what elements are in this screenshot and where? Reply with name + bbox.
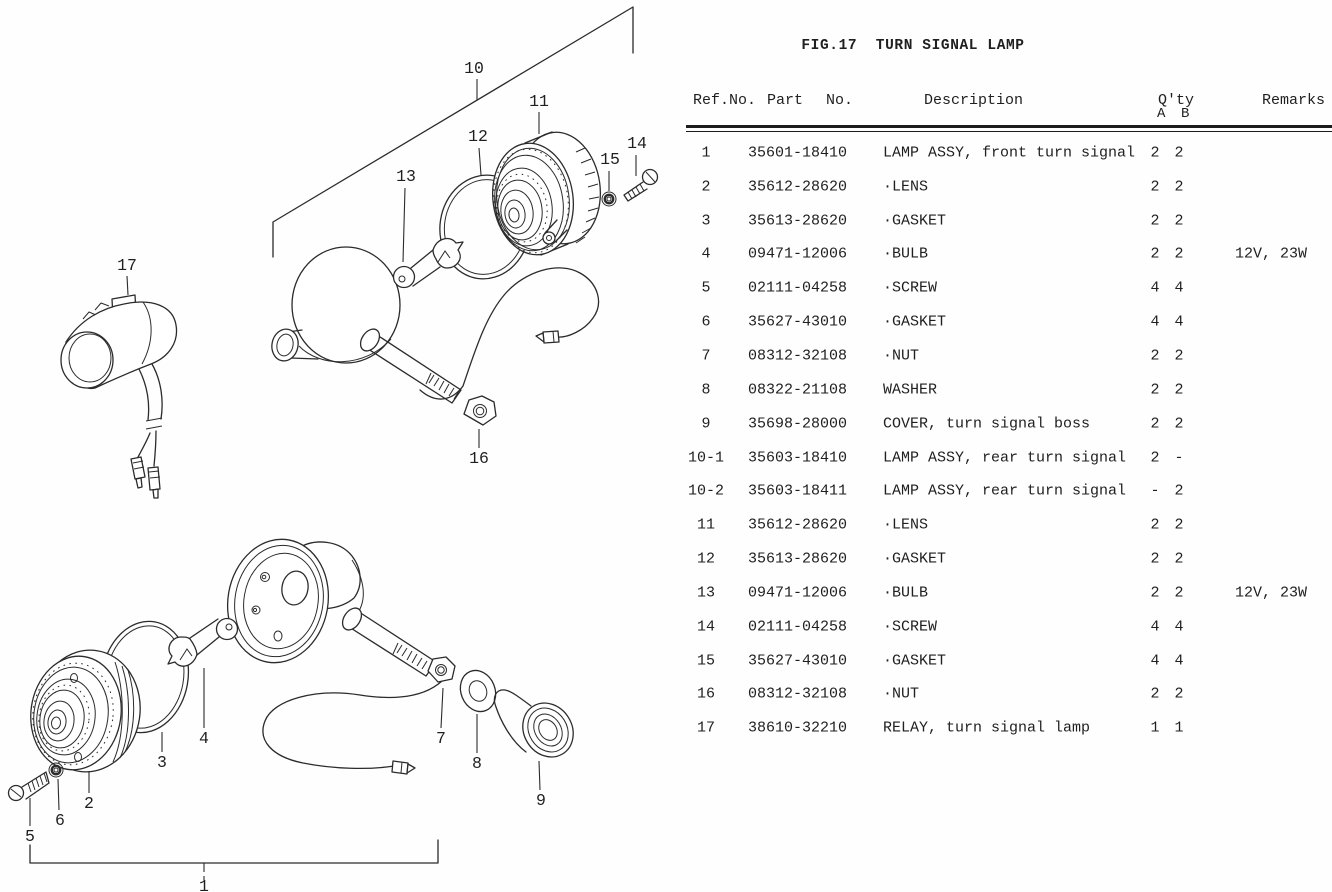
cell-part-no: 35613-28620 — [748, 550, 848, 568]
front-lens — [486, 127, 608, 260]
callout-17: 17 — [117, 256, 137, 275]
callout-9: 9 — [536, 791, 546, 810]
cell-qty-a: 2 — [1150, 381, 1160, 399]
cell-qty-b: 2 — [1174, 178, 1184, 196]
cell-ref: 8 — [701, 381, 711, 399]
cell-qty-a: 2 — [1150, 449, 1160, 467]
cell-ref: 17 — [696, 719, 715, 737]
callout-16: 16 — [469, 449, 489, 468]
header-part: Part — [767, 92, 804, 109]
cell-qty-b: 4 — [1174, 279, 1184, 297]
cell-description: WASHER — [883, 381, 938, 399]
header-ref-no: Ref.No. — [693, 92, 757, 109]
rear-mounting-stem — [339, 605, 436, 676]
boss-cover — [494, 690, 583, 767]
front-housing-body — [269, 247, 400, 363]
table-row — [680, 678, 1332, 712]
front-screw — [624, 170, 658, 202]
cell-description: LAMP ASSY, front turn signal — [883, 144, 1136, 162]
cell-part-no: 35698-28000 — [748, 415, 848, 433]
cell-part-no: 02111-04258 — [748, 618, 848, 636]
cell-description: LAMP ASSY, rear turn signal — [883, 482, 1127, 500]
cell-part-no: 08322-21108 — [748, 381, 848, 399]
relay-wires — [131, 364, 162, 498]
cell-qty-a: 2 — [1150, 347, 1160, 365]
cell-ref: 11 — [696, 516, 715, 534]
cell-part-no: 38610-32210 — [748, 719, 848, 737]
cell-qty-a: 2 — [1150, 584, 1160, 602]
table-row — [680, 508, 1332, 542]
table-row — [680, 474, 1332, 508]
rear-lamp-assembly — [9, 531, 584, 800]
table-row — [680, 644, 1332, 678]
front-screw-gasket — [602, 192, 616, 206]
cell-qty-a: 2 — [1150, 550, 1160, 568]
cell-ref: 14 — [696, 618, 715, 636]
front-mounting-stem — [357, 326, 461, 403]
callout-15: 15 — [600, 150, 620, 169]
cell-ref: 2 — [701, 178, 711, 196]
cell-qty-b: 2 — [1174, 381, 1184, 399]
cell-description: ·BULB — [883, 245, 929, 263]
cell-qty-a: 2 — [1150, 516, 1160, 534]
cell-part-no: 08312-32108 — [748, 347, 848, 365]
header-qty: Q'ty — [1158, 92, 1195, 109]
rear-nut — [428, 657, 455, 682]
cell-qty-b: 1 — [1174, 719, 1184, 737]
cell-description: LAMP ASSY, rear turn signal — [883, 449, 1127, 467]
callout-8: 8 — [472, 754, 482, 773]
header-no: No. — [826, 92, 854, 109]
cell-part-no: 35627-43010 — [748, 652, 848, 670]
callout-3: 3 — [157, 753, 167, 772]
header-rule-top — [686, 125, 1332, 128]
cell-qty-a: 4 — [1150, 313, 1160, 331]
table-row — [680, 711, 1332, 745]
front-wire-terminal — [543, 331, 559, 343]
cell-qty-a: 2 — [1150, 685, 1160, 703]
cell-description: RELAY, turn signal lamp — [883, 719, 1091, 737]
table-row — [680, 576, 1332, 610]
table-row — [680, 170, 1332, 204]
callout-4: 4 — [199, 729, 209, 748]
cell-remarks: 12V, 23W — [1235, 584, 1308, 602]
callout-13: 13 — [396, 167, 416, 186]
cell-part-no: 35603-18411 — [748, 482, 848, 500]
cell-ref: 1 — [701, 144, 711, 162]
cell-description: ·BULB — [883, 584, 929, 602]
table-row — [680, 542, 1332, 576]
cell-ref: 4 — [701, 245, 711, 263]
callout-14: 14 — [627, 134, 647, 153]
header-qty-b: B — [1181, 106, 1190, 122]
cell-qty-b: 4 — [1174, 313, 1184, 331]
cell-description: ·NUT — [883, 685, 920, 703]
cell-qty-a: 2 — [1150, 415, 1160, 433]
rear-lens — [24, 643, 148, 778]
cell-ref: 3 — [701, 212, 711, 230]
callout-12: 12 — [468, 127, 488, 146]
callout-10: 10 — [464, 59, 484, 78]
cell-qty-b: 2 — [1174, 245, 1184, 263]
cell-ref: 6 — [701, 313, 711, 331]
front-lamp-assembly — [269, 127, 658, 425]
table-row — [680, 373, 1332, 407]
callout-7: 7 — [436, 729, 446, 748]
cell-ref: 10-1 — [687, 449, 724, 467]
rear-screw-gasket — [49, 763, 63, 777]
cell-ref: 10-2 — [687, 482, 724, 500]
cell-description: ·LENS — [883, 178, 929, 196]
cell-part-no: 02111-04258 — [748, 279, 848, 297]
callout-11: 11 — [529, 92, 549, 111]
header-rule-bottom — [686, 131, 1332, 132]
parts-table-area — [680, 0, 1332, 892]
cell-description: ·GASKET — [883, 212, 947, 230]
cell-qty-b: 2 — [1174, 516, 1184, 534]
table-row — [680, 136, 1332, 170]
cell-ref: 15 — [696, 652, 715, 670]
rear-lamp-wire — [263, 673, 449, 774]
cell-qty-a: 2 — [1150, 245, 1160, 263]
cell-part-no: 35612-28620 — [748, 516, 848, 534]
bracket-rear-assy — [30, 840, 438, 880]
front-lamp-wire — [420, 268, 599, 399]
header-description: Description — [924, 92, 1024, 109]
cell-ref: 7 — [701, 347, 711, 365]
cell-part-no: 35603-18410 — [748, 449, 848, 467]
cell-qty-a: 4 — [1150, 279, 1160, 297]
cell-description: ·GASKET — [883, 550, 947, 568]
cell-ref: 13 — [696, 584, 715, 602]
callout-6: 6 — [55, 811, 65, 830]
table-row — [680, 271, 1332, 305]
washer — [454, 665, 501, 717]
header-remarks: Remarks — [1262, 92, 1326, 109]
cell-qty-a: 1 — [1150, 719, 1160, 737]
front-nut — [464, 396, 496, 425]
table-row — [680, 407, 1332, 441]
cell-qty-b: 2 — [1174, 415, 1184, 433]
cell-part-no: 35601-18410 — [748, 144, 848, 162]
table-row — [680, 305, 1332, 339]
table-row — [680, 610, 1332, 644]
cell-part-no: 35627-43010 — [748, 313, 848, 331]
cell-ref: 16 — [696, 685, 715, 703]
relay — [61, 295, 177, 498]
cell-description: ·NUT — [883, 347, 920, 365]
cell-part-no: 35613-28620 — [748, 212, 848, 230]
cell-description: COVER, turn signal boss — [883, 415, 1091, 433]
callout-5: 5 — [25, 827, 35, 846]
cell-qty-a: 2 — [1150, 212, 1160, 230]
table-row — [680, 238, 1332, 272]
cell-qty-b: - — [1174, 449, 1184, 467]
table-row — [680, 204, 1332, 238]
header-qty-a: A — [1157, 106, 1166, 122]
cell-ref: 5 — [701, 279, 711, 297]
cell-ref: 9 — [701, 415, 711, 433]
cell-qty-b: 4 — [1174, 652, 1184, 670]
cell-qty-b: 2 — [1174, 685, 1184, 703]
cell-qty-b: 2 — [1174, 347, 1184, 365]
cell-qty-b: 4 — [1174, 618, 1184, 636]
cell-qty-b: 2 — [1174, 144, 1184, 162]
cell-part-no: 35612-28620 — [748, 178, 848, 196]
cell-qty-b: 2 — [1174, 482, 1184, 500]
cell-description: ·GASKET — [883, 313, 947, 331]
table-row — [680, 441, 1332, 475]
table-row — [680, 339, 1332, 373]
rear-screw — [9, 772, 50, 801]
cell-remarks: 12V, 23W — [1235, 245, 1308, 263]
cell-qty-b: 2 — [1174, 212, 1184, 230]
callout-1: 1 — [199, 877, 209, 892]
cell-qty-a: 2 — [1150, 144, 1160, 162]
cell-qty-a: - — [1150, 482, 1160, 500]
figure-title: FIG.17 TURN SIGNAL LAMP — [801, 38, 1025, 54]
parts-rows — [680, 136, 1332, 745]
cell-part-no: 09471-12006 — [748, 584, 848, 602]
rear-bulb — [168, 619, 238, 667]
rear-wire-terminal — [392, 761, 408, 774]
cell-qty-b: 2 — [1174, 550, 1184, 568]
cell-description: ·SCREW — [883, 618, 938, 636]
cell-qty-b: 2 — [1174, 584, 1184, 602]
callout-2: 2 — [84, 794, 94, 813]
cell-qty-a: 4 — [1150, 618, 1160, 636]
cell-ref: 12 — [696, 550, 715, 568]
cell-part-no: 09471-12006 — [748, 245, 848, 263]
cell-part-no: 08312-32108 — [748, 685, 848, 703]
cell-description: ·SCREW — [883, 279, 938, 297]
cell-description: ·GASKET — [883, 652, 947, 670]
cell-qty-a: 4 — [1150, 652, 1160, 670]
cell-qty-a: 2 — [1150, 178, 1160, 196]
cell-description: ·LENS — [883, 516, 929, 534]
